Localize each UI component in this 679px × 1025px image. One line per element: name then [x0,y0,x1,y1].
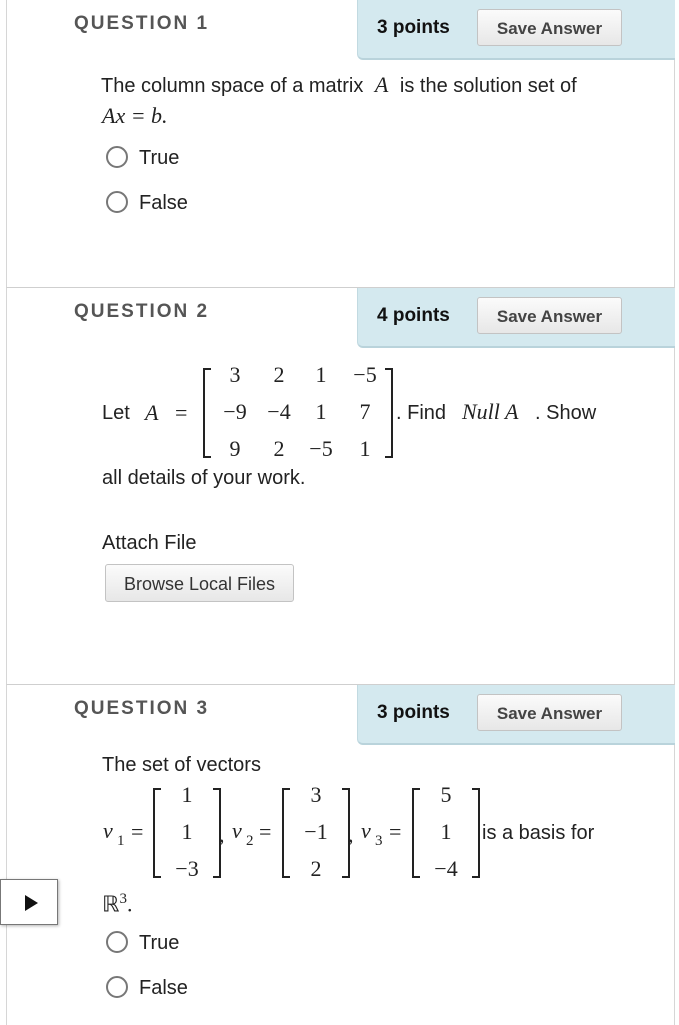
q2-let: Let [102,402,130,424]
q1-option-false[interactable]: False [139,192,188,214]
matrix-cell: −4 [267,399,291,424]
q3-v3-left-bracket [412,788,420,878]
q3-radio-true[interactable] [106,931,128,953]
q1-equation: Ax = b. [102,103,168,128]
vector-cell: 2 [310,856,322,881]
q2-var-a: A [145,400,159,425]
question-1 [6,0,675,287]
q1-var-a: A [374,72,389,97]
q3-v1-sub: 1 [117,833,125,849]
question-1-points: 3 points [377,17,450,38]
q3-space-symbol: ℝ [102,891,120,917]
play-icon [1,880,59,926]
q3-radio-false[interactable] [106,976,128,998]
matrix-cell: 7 [359,399,371,424]
vector-cell: −1 [304,819,328,844]
q3-v2-sub: 2 [246,833,254,849]
vector-cell: 5 [440,782,452,807]
vector-cell: 1 [181,782,193,807]
matrix-cell: 1 [359,436,371,461]
q2-matrix-right-bracket [385,368,393,458]
matrix-cell: 2 [273,362,285,387]
q2-equals: = [175,400,188,425]
question-2-points: 4 points [377,305,450,326]
q3-option-true[interactable]: True [139,932,180,954]
q1-text-b: is the solution set of [399,75,577,97]
question-3-points-box [357,685,675,745]
matrix-cell: 3 [229,362,241,387]
q2-matrix-left-bracket [203,368,211,458]
question-1-title: QUESTION 1 [74,13,210,34]
matrix-cell: −5 [353,362,377,387]
matrix-cell: 1 [315,399,327,424]
vector-cell: 1 [440,819,452,844]
matrix-cell: 2 [273,436,285,461]
q3-intro: The set of vectors [102,754,261,776]
q1-radio-false[interactable] [106,191,128,213]
vector-cell: 3 [310,782,322,807]
q1-text-line1 [101,72,577,98]
q3-v3-right-bracket [472,788,480,878]
browse-local-files-button[interactable]: Browse Local Files [105,564,294,602]
q3-space-exponent: 3 [119,891,127,907]
q3-basis-text: is a basis for [482,822,595,844]
q3-save-answer-button[interactable]: Save Answer [477,694,622,731]
q3-v1-left-bracket [153,788,161,878]
q3-comma-1: , [219,822,225,847]
q2-save-answer-button[interactable]: Save Answer [477,297,622,334]
matrix-cell: 1 [315,362,327,387]
vector-cell: −4 [434,856,458,881]
question-2-title: QUESTION 2 [74,301,210,322]
q3-v1-equals: = [131,819,144,844]
q2-find: . Find [396,402,447,424]
q3-v2-equals: = [259,819,272,844]
q3-v2-label: v [232,818,242,843]
vector-cell: 1 [181,819,193,844]
vector-cell: −3 [175,856,199,881]
matrix-cell: 9 [229,436,241,461]
q3-comma-2: , [348,822,354,847]
q1-text-a: The column space of a matrix [101,75,364,97]
q2-line2: all details of your work. [102,467,306,489]
attach-file-label: Attach File [102,532,197,554]
question-3-title: QUESTION 3 [74,698,210,719]
question-3-points: 3 points [377,702,450,723]
q1-option-true[interactable]: True [139,147,180,169]
q3-v1-label: v [103,818,113,843]
q3-v3-sub: 3 [375,833,383,849]
q3-space-end: . [126,891,133,917]
q1-radio-true[interactable] [106,146,128,168]
question-1-points-box [357,0,675,60]
q3-option-false[interactable]: False [139,977,188,999]
question-3 [6,684,675,1025]
q3-v3-label: v [361,818,371,843]
side-play-button[interactable] [0,879,58,925]
q3-v3-equals: = [389,819,402,844]
q1-save-answer-button[interactable]: Save Answer [477,9,622,46]
matrix-cell: −5 [309,436,333,461]
q2-null-a: Null A [462,399,519,424]
q2-show: . Show [535,402,597,424]
q3-space [102,891,132,917]
q3-v2-left-bracket [282,788,290,878]
matrix-cell: −9 [223,399,247,424]
question-2-points-box [357,288,675,348]
question-2 [6,287,675,685]
